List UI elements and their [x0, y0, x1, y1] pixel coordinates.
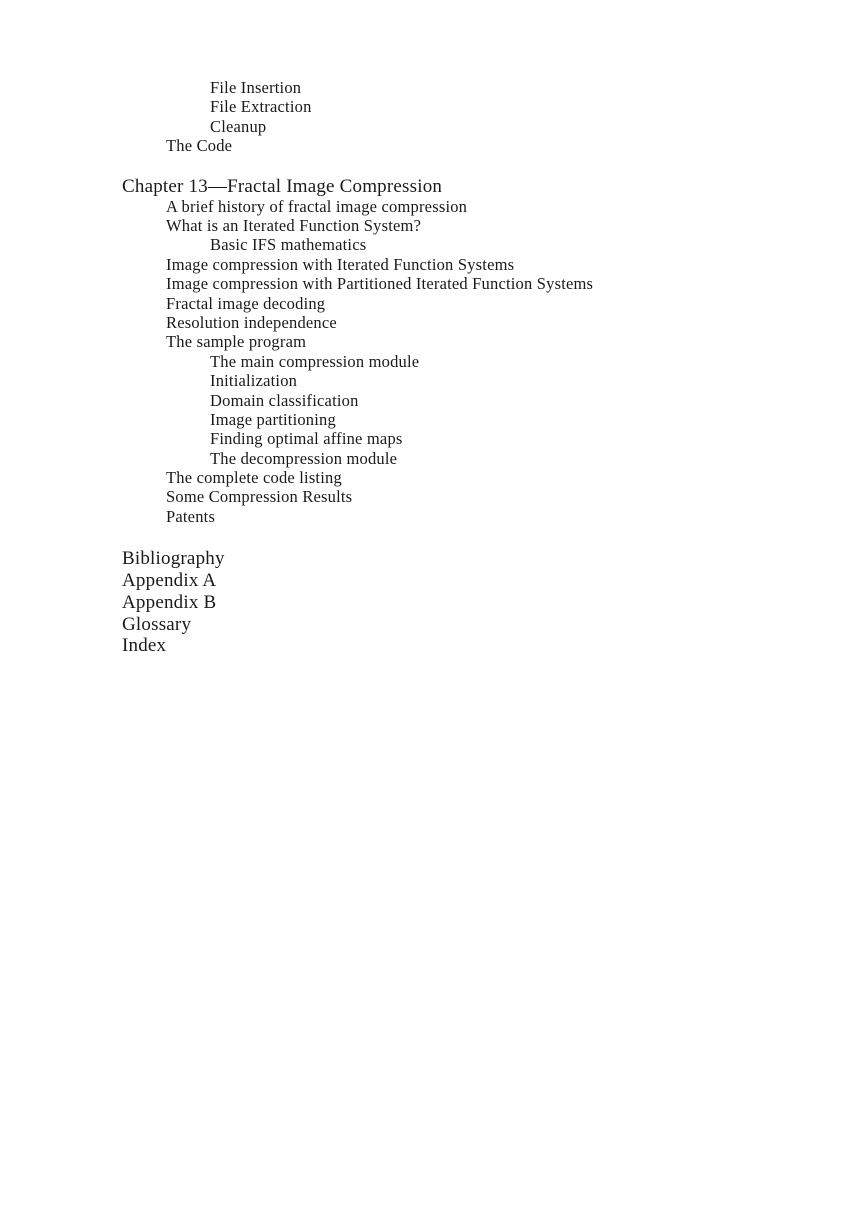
toc-entry-file-extraction[interactable]: File Extraction	[210, 97, 312, 116]
toc-entry-brief-history[interactable]: A brief history of fractal image compression	[166, 197, 468, 216]
toc-entry-what-is-ifs[interactable]: What is an Iterated Function System?	[166, 216, 422, 235]
toc-entry-sample-program[interactable]: The sample program	[166, 332, 307, 351]
toc-entry-basic-ifs-math[interactable]: Basic IFS mathematics	[210, 235, 367, 254]
toc-entry-appendix-a[interactable]: Appendix A	[122, 570, 217, 591]
toc-entry-compression-results[interactable]: Some Compression Results	[166, 487, 353, 506]
toc-entry-complete-code-listing[interactable]: The complete code listing	[166, 468, 342, 487]
toc-entry-optimal-affine-maps[interactable]: Finding optimal affine maps	[210, 429, 403, 448]
toc-entry-bibliography[interactable]: Bibliography	[122, 548, 225, 569]
toc-entry-index[interactable]: Index	[122, 635, 167, 656]
toc-entry-glossary[interactable]: Glossary	[122, 614, 192, 635]
toc-entry-domain-classification[interactable]: Domain classification	[210, 391, 359, 410]
toc-entry-cleanup[interactable]: Cleanup	[210, 117, 267, 136]
toc-entry-initialization[interactable]: Initialization	[210, 371, 298, 390]
toc-entry-fractal-decoding[interactable]: Fractal image decoding	[166, 294, 326, 313]
toc-entry-main-compression-module[interactable]: The main compression module	[210, 352, 420, 371]
toc-entry-file-insertion[interactable]: File Insertion	[210, 78, 302, 97]
chapter-13-title[interactable]: Chapter 13—Fractal Image Compression	[122, 176, 443, 197]
toc-entry-decompression-module[interactable]: The decompression module	[210, 449, 398, 468]
toc-entry-compression-pifs[interactable]: Image compression with Partitioned Iterated Function Systems	[166, 274, 594, 293]
toc-entry-image-partitioning[interactable]: Image partitioning	[210, 410, 336, 429]
toc-entry-the-code[interactable]: The Code	[166, 136, 233, 155]
toc-entry-patents[interactable]: Patents	[166, 507, 216, 526]
toc-entry-resolution-independence[interactable]: Resolution independence	[166, 313, 337, 332]
toc-entry-appendix-b[interactable]: Appendix B	[122, 592, 217, 613]
toc-entry-compression-ifs[interactable]: Image compression with Iterated Function Systems	[166, 255, 515, 274]
